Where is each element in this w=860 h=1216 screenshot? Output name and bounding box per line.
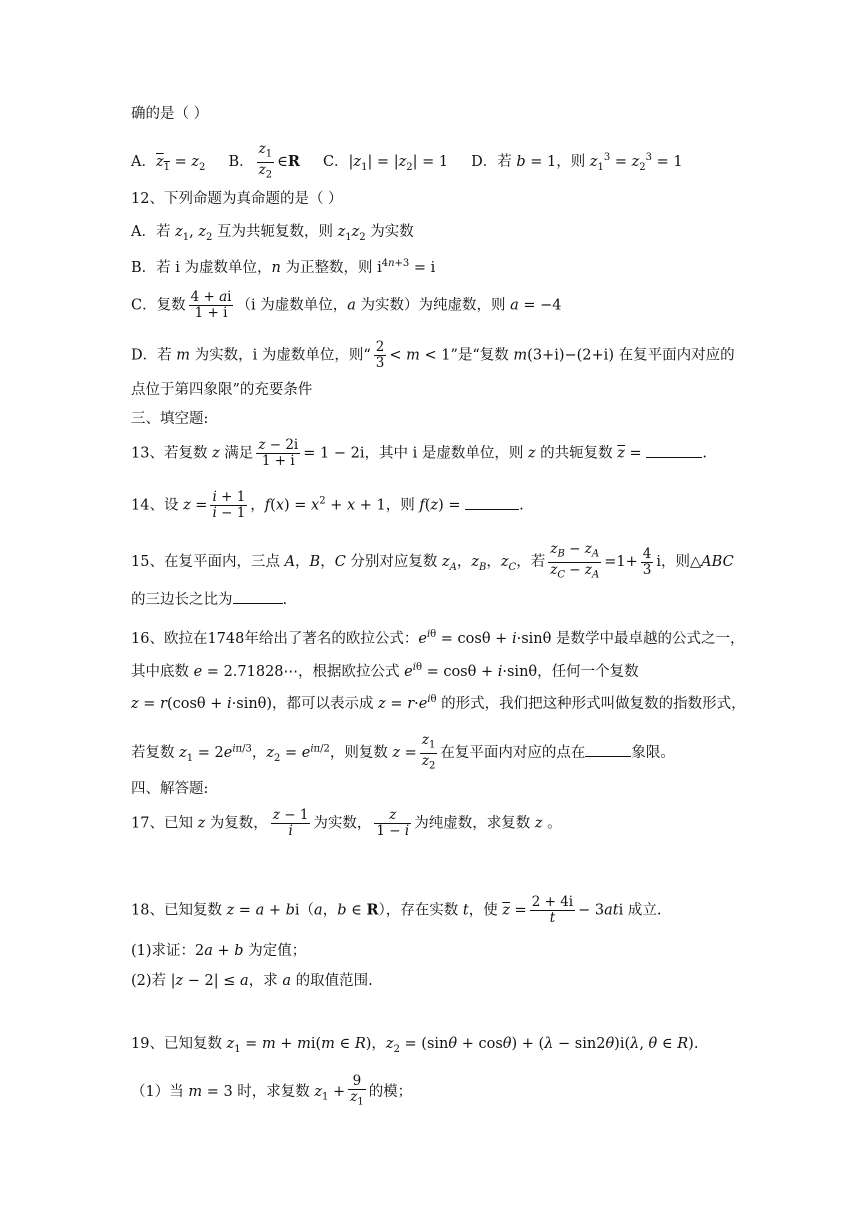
q12-option-d-line2: 点位于第四象限”的充要条件 bbox=[131, 382, 313, 398]
q18-part2: (2)若 |z − 2| ≤ a，求 a 的取值范围. bbox=[131, 973, 373, 989]
q16-line1: 16、欧拉在1748年给出了著名的欧拉公式：$e^{i\theta} = \cos\theta + i\cdot\sin\theta$ 是数学中最卓越的公式之一， bbox=[131, 629, 745, 647]
q16-answer-blank[interactable] bbox=[585, 742, 631, 757]
q11-options bbox=[131, 142, 683, 182]
q19: 19、已知复数 $z_1 = m + mi(m$ ∈ R)，$z_2 = (\sin\theta + \cos\theta) + (\lambda - \sin 2\theta)i(\lambda$, θ ∈ R). bbox=[131, 1036, 699, 1055]
section-3-heading: 三、填空题: bbox=[131, 411, 209, 427]
section-4-heading: 四、解答题: bbox=[131, 781, 209, 797]
q12-option-d-line1: D．若 m 为实数，i 为虚数单位，则“ $\frac{2}{3}$ < m < 1”是“复数 m(3+i)−(2+i) 在复平面内对应的 bbox=[131, 339, 735, 371]
q18: 18、已知复数 z = a + bi（a，b ∈ R），存在实数 t，使 $\overline{z}$ = $\frac{2 + 4i}{t}$ − 3ati 成立. bbox=[131, 894, 662, 926]
q15-line2: 的三边长之比为 . bbox=[131, 589, 287, 611]
q18-part1: (1)求证：2a + b 为定值； bbox=[131, 943, 307, 959]
q12-stem: 12、下列命题为真命题的是（ ） bbox=[131, 191, 343, 207]
q11-option-d: D．若 b = 1，则 $z_1^3 = z_2^3 = 1$ bbox=[471, 152, 683, 174]
q13-answer-blank[interactable] bbox=[646, 443, 702, 458]
q17: 17、已知 z 为复数， $\frac{z - 1}{i}$ 为实数， $\frac{z}{1 - i}$ 为纯虚数，求复数 z 。 bbox=[131, 807, 562, 839]
q11-option-a: A．$z_1 = z_2$ bbox=[131, 154, 206, 174]
q14-answer-blank[interactable] bbox=[465, 495, 519, 510]
q16-line3: z = r(cosθ + i·sinθ)，都可以表示成 $z = r\cdot e^{i\theta}$ 的形式，我们把这种形式叫做复数的指数形式， bbox=[131, 694, 746, 712]
q11-stem-tail: 确的是（ ） bbox=[131, 106, 209, 122]
q14: 14、设 z = $\frac{i + 1}{i - 1}$ ，$f(x) = x^2 + x + 1$，则 f(z) = . bbox=[131, 489, 524, 521]
q16-line4: 若复数 $z_1 = 2e^{i\pi/3}$，$z_2 = e^{i\pi/2}$，则复数 z = $\frac{z_1}{z_2}$ 在复平面内对应的点在 象限。 bbox=[131, 732, 675, 772]
q12-option-a: A．若 $z_1$, $z_2$ 互为共轭复数，则 $z_1z_2$ 为实数 bbox=[131, 224, 414, 243]
q16-line2: 其中底数 e = 2.71828⋯，根据欧拉公式 $e^{i\theta} = \cos\theta + i\cdot\sin\theta$，任何一个复数 bbox=[131, 662, 639, 680]
q11-option-b: B． $\frac{z_1}{z_2}$ ∈R bbox=[228, 141, 300, 181]
q13: 13、若复数 z 满足 $\frac{z - 2i}{1 + i}$ = 1 − 2i，其中 i 是虚数单位，则 z 的共轭复数 $\overline{z}$ = . bbox=[131, 437, 707, 469]
q15-line1: 15、在复平面内，三点 A，B，C 分别对应复数 $z_A$，$z_B$，$z_C$，若 $\frac{z_B - z_A}{z_C - z_A}$ =1+ $\frac{4}{3}$ i，则△ABC bbox=[131, 541, 734, 581]
q12-option-b: B．若 i 为虚数单位，n 为正整数，则 $i^{4n+3} = i$ bbox=[131, 258, 436, 276]
q19-part1: （1）当 m = 3 时，求复数 $z_1$ + $\frac{9}{z_1}$ 的模； bbox=[131, 1073, 413, 1108]
q15-answer-blank[interactable] bbox=[233, 589, 283, 604]
q12-option-c: C．复数 $\frac{4 + ai}{1 + i}$ （i 为虚数单位，a 为实数）为纯虚数，则 a = −4 bbox=[131, 289, 562, 321]
q11-option-c: C．$|z_1| = |z_2| = 1$ bbox=[322, 154, 449, 174]
